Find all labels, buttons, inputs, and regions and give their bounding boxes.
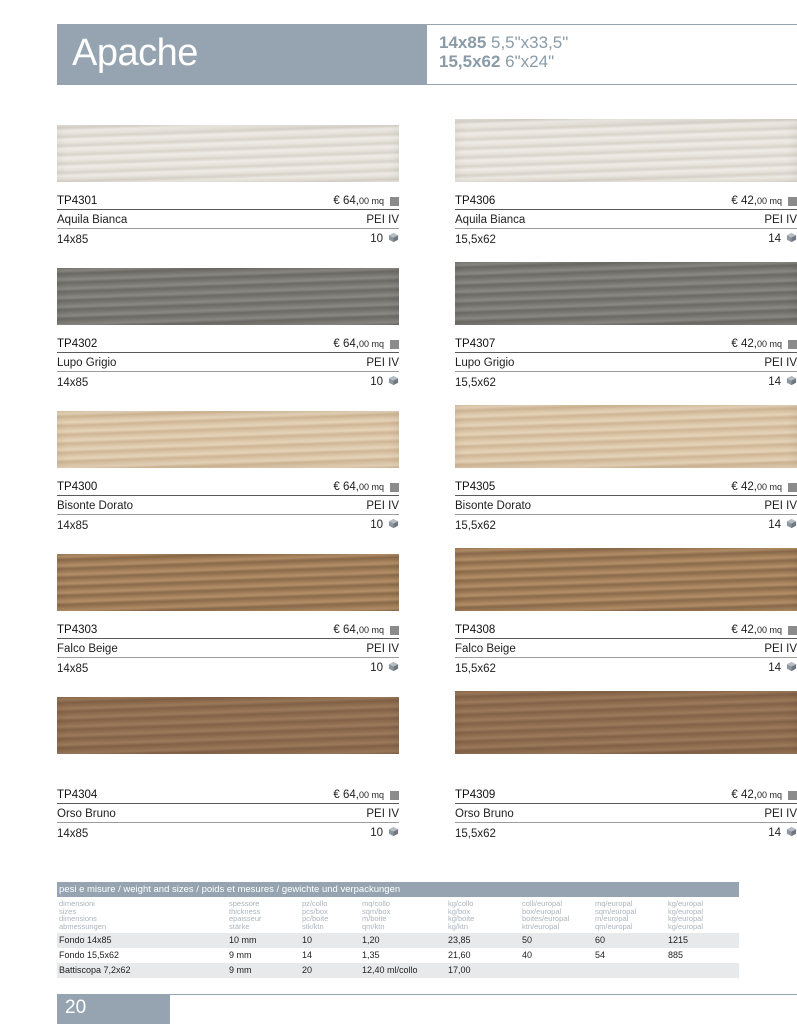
column-header: pz/collo pcs/box pc/boite stk/ktn (302, 899, 329, 931)
product-row-size (57, 515, 399, 534)
qty-value: 14 (768, 233, 781, 245)
box-icon (784, 661, 797, 675)
tile-image (455, 262, 797, 325)
product-size: 15,5x62 (455, 234, 496, 246)
square-icon (788, 791, 797, 800)
product-code: TP4307 (455, 338, 496, 350)
qty-value: 14 (768, 519, 781, 531)
product-code: TP4303 (57, 624, 98, 636)
product-row-code (455, 477, 797, 496)
tile-image (57, 268, 399, 325)
product-row-name (455, 496, 797, 515)
box-icon (386, 375, 399, 389)
product-code: TP4308 (455, 624, 496, 636)
box-quantity (768, 518, 797, 532)
format-2-imperial: 6"x24" (500, 52, 555, 71)
format-1-metric: 14x85 (439, 33, 487, 52)
qty-value: 10 (370, 662, 383, 674)
product-size: 14x85 (57, 377, 89, 389)
table-cell: 12,40 ml/collo (362, 965, 418, 975)
tile-image (455, 405, 797, 468)
square-icon (390, 626, 399, 635)
product-name: Aquila Bianca (57, 214, 128, 226)
table-cell: 10 mm (229, 935, 257, 945)
pei-rating: PEI IV (764, 643, 797, 655)
tile-image (57, 554, 399, 611)
price-value: € 42,00 mq (731, 789, 782, 801)
box-quantity (370, 518, 399, 532)
product-row-name (455, 353, 797, 372)
table-row (57, 933, 739, 948)
box-icon (784, 826, 797, 840)
tile-image (57, 411, 399, 468)
product-row-code (455, 785, 797, 804)
weights-table (57, 882, 739, 978)
box-quantity (370, 232, 399, 246)
product-row-code (57, 334, 399, 353)
pei-rating: PEI IV (366, 357, 399, 369)
tile-image (455, 548, 797, 611)
pei-rating: PEI IV (764, 214, 797, 226)
product-name: Orso Bruno (455, 808, 514, 820)
box-quantity (370, 826, 399, 840)
table-body (57, 933, 739, 978)
product-row-name (57, 210, 399, 229)
column-header: colli/europal box/europal boites/europal ktn/europal (522, 899, 570, 931)
box-icon (784, 518, 797, 532)
product-name: Bisonte Dorato (455, 500, 532, 512)
table-cell: 54 (595, 950, 606, 960)
format-2-metric: 15,5x62 (439, 52, 501, 71)
product-row-size (455, 372, 797, 391)
box-icon (784, 375, 797, 389)
product-price (731, 195, 797, 207)
table-cell: 9 mm (229, 965, 252, 975)
price-value: € 42,00 mq (731, 195, 782, 207)
tile-image (455, 691, 797, 754)
product-name: Falco Beige (455, 643, 516, 655)
square-icon (390, 791, 399, 800)
product-code: TP4302 (57, 338, 98, 350)
product-price (333, 481, 399, 493)
product-row-code (57, 620, 399, 639)
page-header (57, 24, 797, 85)
box-quantity (768, 661, 797, 675)
product-row-name (57, 496, 399, 515)
pei-rating: PEI IV (366, 643, 399, 655)
table-row (57, 948, 739, 963)
table-cell: Fondo 14x85 (59, 935, 112, 945)
collection-title: Apache (72, 32, 198, 74)
qty-value: 10 (370, 519, 383, 531)
price-value: € 42,00 mq (731, 338, 782, 350)
square-icon (788, 197, 797, 206)
column-header: mq/collo sqm/box m/boite qm/ktn (362, 899, 391, 931)
price-value: € 64,00 mq (333, 789, 384, 801)
product-size: 14x85 (57, 663, 89, 675)
table-cell: 21,60 (448, 950, 471, 960)
product-row-size (455, 515, 797, 534)
product-row-name (455, 639, 797, 658)
page-number-block (57, 994, 170, 1024)
table-cell: 60 (595, 935, 606, 945)
product-code: TP4301 (57, 195, 98, 207)
footer-rule (170, 994, 797, 995)
square-icon (788, 626, 797, 635)
product-price (333, 195, 399, 207)
product-code: TP4304 (57, 789, 98, 801)
product-price (333, 789, 399, 801)
format-1 (439, 33, 568, 52)
table-cell: Fondo 15,5x62 (59, 950, 120, 960)
pei-rating: PEI IV (764, 500, 797, 512)
table-cell (668, 963, 739, 978)
product-row-name (455, 804, 797, 823)
product-row-code (455, 191, 797, 210)
product-price (731, 481, 797, 493)
qty-value: 10 (370, 233, 383, 245)
product-size: 15,5x62 (455, 828, 496, 840)
product-row-code (455, 334, 797, 353)
box-quantity (768, 375, 797, 389)
product-code: TP4300 (57, 481, 98, 493)
qty-value: 10 (370, 827, 383, 839)
product-price (333, 624, 399, 636)
box-icon (386, 661, 399, 675)
box-quantity (370, 375, 399, 389)
table-cell: 1,20 (362, 935, 380, 945)
box-quantity (768, 232, 797, 246)
pei-rating: PEI IV (764, 357, 797, 369)
product-size: 14x85 (57, 234, 89, 246)
box-icon (386, 232, 399, 246)
table-row (57, 963, 739, 978)
table-column-headers (57, 897, 739, 933)
table-cell: 23,85 (448, 935, 471, 945)
square-icon (390, 197, 399, 206)
product-name: Lupo Grigio (455, 357, 515, 369)
format-2 (439, 52, 568, 71)
product-row-code (455, 620, 797, 639)
column-header: spessore thickness epaisseur stärke (229, 899, 262, 931)
qty-value: 10 (370, 376, 383, 388)
product-row-size (57, 658, 399, 677)
tile-image (57, 125, 399, 182)
box-quantity (370, 661, 399, 675)
page-number: 20 (65, 997, 87, 1018)
product-row-size (455, 658, 797, 677)
column-header: kg/europal kg/europal kg/europal kg/europal (668, 899, 704, 931)
product-size: 15,5x62 (455, 520, 496, 532)
square-icon (390, 483, 399, 492)
box-quantity (768, 826, 797, 840)
product-size: 14x85 (57, 828, 89, 840)
column-header: dimensioni sizes dimensions abmessungen (59, 899, 107, 931)
table-header-title: pesi e misure (59, 884, 116, 895)
box-icon (386, 826, 399, 840)
product-row-size (455, 229, 797, 248)
title-block (57, 24, 427, 85)
product-code: TP4306 (455, 195, 496, 207)
column-header: kg/collo kg/box kg/boite kg/ktn (448, 899, 475, 931)
table-cell (595, 963, 668, 978)
square-icon (390, 340, 399, 349)
price-value: € 64,00 mq (333, 195, 384, 207)
product-name: Falco Beige (57, 643, 118, 655)
table-cell: 17,00 (448, 965, 471, 975)
box-icon (784, 232, 797, 246)
product-row-name (455, 210, 797, 229)
table-header-translations: / weight and sizes / poids et mesures / gewichte und verpackungen (115, 884, 401, 895)
product-row-size (57, 823, 399, 842)
product-price (731, 624, 797, 636)
product-row-name (57, 353, 399, 372)
product-row-code (57, 785, 399, 804)
table-cell: 1215 (668, 935, 689, 945)
product-row-name (57, 639, 399, 658)
product-row-name (57, 804, 399, 823)
table-cell: 50 (522, 935, 533, 945)
table-cell: 40 (522, 950, 533, 960)
table-cell: 885 (668, 950, 684, 960)
tile-image (455, 119, 797, 182)
table-cell: 14 (302, 950, 313, 960)
product-code: TP4309 (455, 789, 496, 801)
qty-value: 14 (768, 827, 781, 839)
column-header: mq/europal sqm/europal m/europal qm/europal (595, 899, 637, 931)
product-row-size (455, 823, 797, 842)
price-value: € 64,00 mq (333, 481, 384, 493)
pei-rating: PEI IV (366, 808, 399, 820)
pei-rating: PEI IV (366, 500, 399, 512)
square-icon (788, 483, 797, 492)
table-cell: 10 (302, 935, 313, 945)
format-list (439, 33, 568, 71)
pei-rating: PEI IV (764, 808, 797, 820)
format-1-imperial: 5,5"x33,5" (486, 33, 569, 52)
product-row-size (57, 229, 399, 248)
product-row-size (57, 372, 399, 391)
price-value: € 42,00 mq (731, 624, 782, 636)
qty-value: 14 (768, 662, 781, 674)
product-price (333, 338, 399, 350)
table-cell: 9 mm (229, 950, 252, 960)
price-value: € 42,00 mq (731, 481, 782, 493)
price-value: € 64,00 mq (333, 624, 384, 636)
tile-image (57, 697, 399, 754)
table-cell: 20 (302, 965, 313, 975)
product-price (731, 338, 797, 350)
header-rule-bottom (427, 84, 797, 85)
product-size: 15,5x62 (455, 663, 496, 675)
table-cell: 1,35 (362, 950, 380, 960)
qty-value: 14 (768, 376, 781, 388)
product-price (731, 789, 797, 801)
table-cell (522, 963, 595, 978)
product-name: Aquila Bianca (455, 214, 526, 226)
product-code: TP4305 (455, 481, 496, 493)
product-row-code (57, 477, 399, 496)
price-value: € 64,00 mq (333, 338, 384, 350)
product-size: 15,5x62 (455, 377, 496, 389)
pei-rating: PEI IV (366, 214, 399, 226)
product-size: 14x85 (57, 520, 89, 532)
table-header (57, 882, 739, 897)
product-row-code (57, 191, 399, 210)
product-name: Bisonte Dorato (57, 500, 134, 512)
product-name: Lupo Grigio (57, 357, 117, 369)
product-name: Orso Bruno (57, 808, 116, 820)
header-rule-top (427, 24, 797, 25)
box-icon (386, 518, 399, 532)
table-cell: Battiscopa 7,2x62 (59, 965, 131, 975)
square-icon (788, 340, 797, 349)
